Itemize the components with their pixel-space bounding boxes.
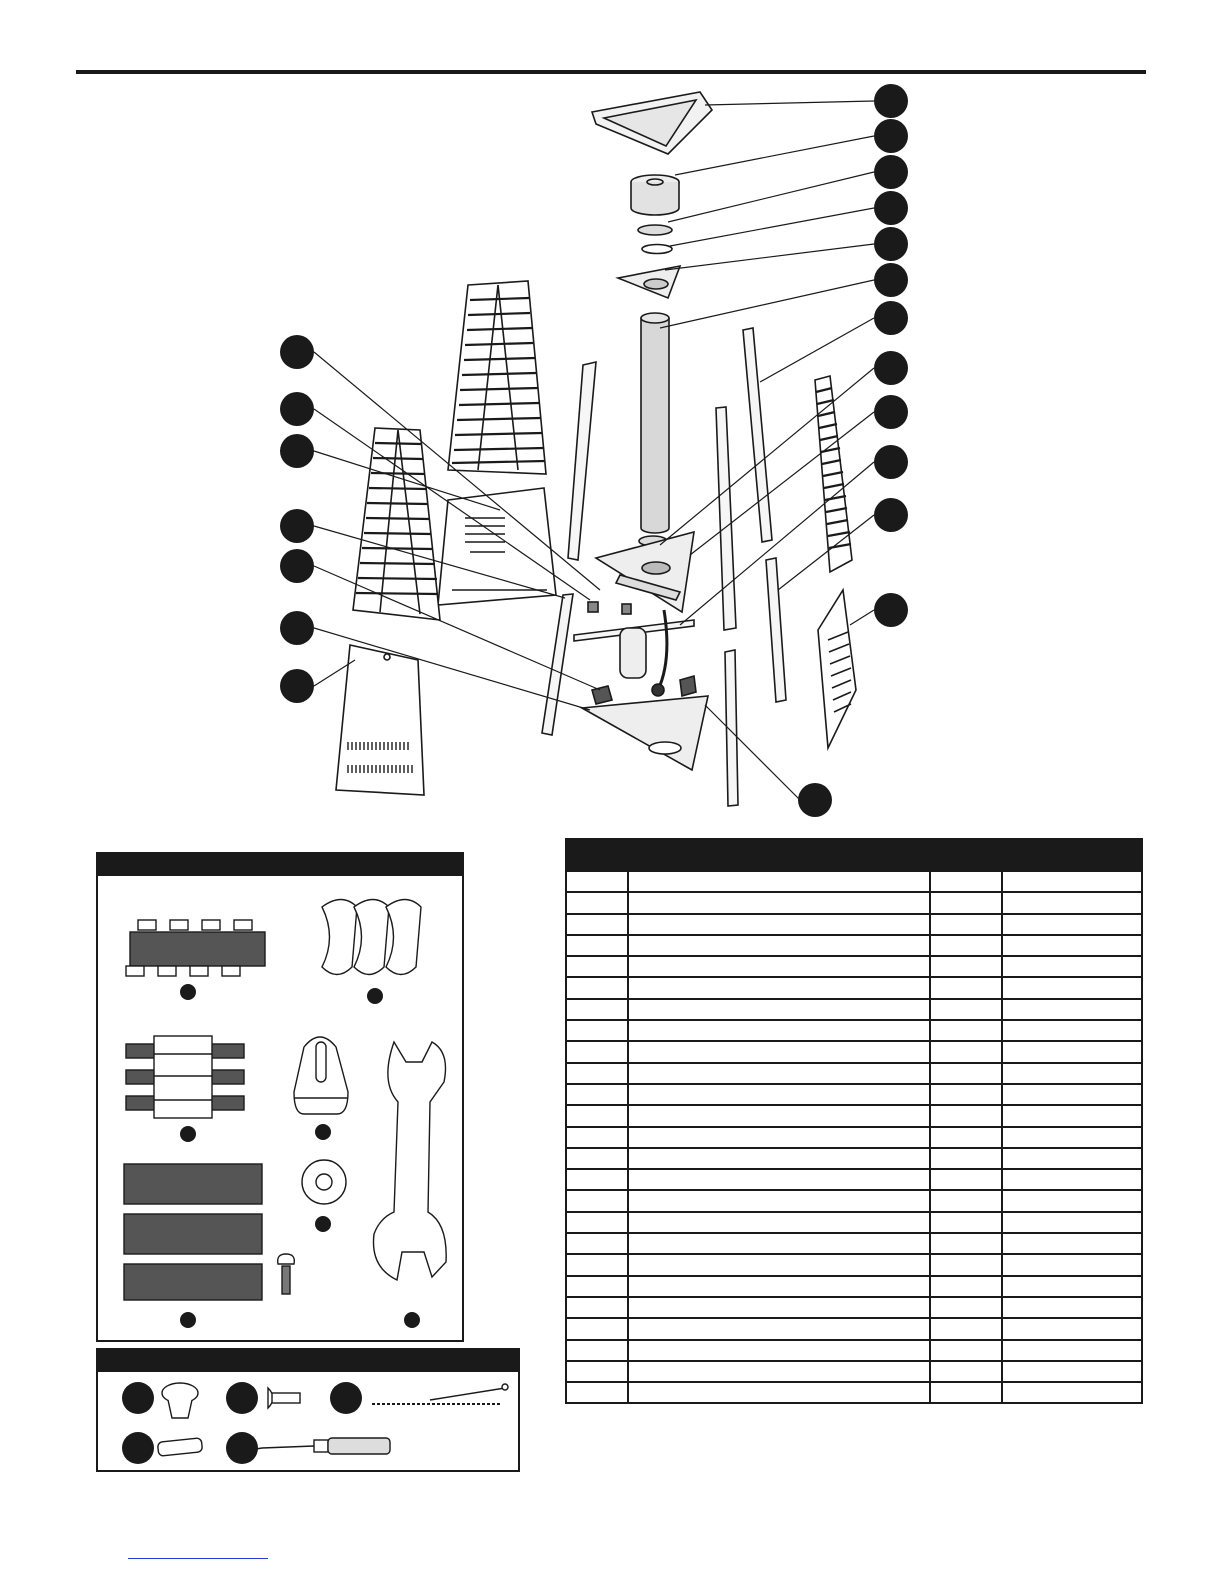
table-row [566, 977, 1142, 998]
table-cell [566, 914, 628, 935]
footer-link-underline[interactable] [128, 1558, 268, 1559]
table-cell [930, 935, 1002, 956]
table-cell [566, 1233, 628, 1254]
table-cell [628, 1233, 930, 1254]
hardware-box [96, 852, 464, 1342]
table-cell [930, 1276, 1002, 1297]
screwdriver-icon [256, 1438, 390, 1454]
table-cell [628, 1020, 930, 1041]
table-cell [930, 1382, 1002, 1403]
slotted-plate-icon [294, 1037, 348, 1114]
table-cell [1002, 935, 1142, 956]
table-cell [930, 999, 1002, 1020]
callout-circle [404, 1312, 420, 1328]
table-cell [566, 1148, 628, 1169]
callout-circle [226, 1382, 258, 1414]
callout-circle [315, 1216, 331, 1232]
table-row [566, 1361, 1142, 1382]
table-row [566, 914, 1142, 935]
table-cell [566, 956, 628, 977]
table-cell [930, 1340, 1002, 1361]
table-cell [628, 999, 930, 1020]
post-2 [542, 594, 573, 735]
parts-list-table [565, 838, 1143, 1404]
table-cell [628, 1169, 930, 1190]
table-cell [566, 999, 628, 1020]
callout-circle [315, 1124, 331, 1140]
table-cell [930, 1254, 1002, 1275]
table-body [566, 871, 1142, 1403]
table-row [566, 1254, 1142, 1275]
callout-circle [280, 335, 314, 369]
table-cell [628, 1212, 930, 1233]
table-cell [930, 1063, 1002, 1084]
callout-circle [367, 988, 383, 1004]
post-5 [725, 650, 738, 806]
callout-circle [180, 1312, 196, 1328]
table-cell [1002, 1169, 1142, 1190]
table-cell [1002, 892, 1142, 913]
sleeve-icon [157, 1438, 202, 1457]
table-cell [566, 1297, 628, 1318]
table-cell [1002, 1127, 1142, 1148]
table-row [566, 935, 1142, 956]
callout-circle [874, 395, 908, 429]
table-row [566, 1148, 1142, 1169]
rear-lower-panel [438, 488, 556, 605]
table-cell [628, 1190, 930, 1211]
table-header-row [566, 839, 1142, 871]
table-cell [628, 1127, 930, 1148]
table-cell [566, 1254, 628, 1275]
table-cell [628, 1254, 930, 1275]
table-row [566, 1190, 1142, 1211]
callout-circle [280, 549, 314, 583]
table-row [566, 1169, 1142, 1190]
table-cell [628, 1340, 930, 1361]
hardware-box-title-bar [98, 854, 462, 876]
chain-igniter-icon [372, 1384, 508, 1404]
table-cell [930, 914, 1002, 935]
front-left-screen [353, 428, 440, 620]
table-cell [1002, 1382, 1142, 1403]
callout-circle [874, 498, 908, 532]
table-cell [628, 1041, 930, 1062]
post-6 [766, 558, 786, 702]
table-row [566, 1212, 1142, 1233]
callout-circle [280, 392, 314, 426]
callout-circle [280, 611, 314, 645]
table-cell [1002, 1084, 1142, 1105]
table-cell [628, 1382, 930, 1403]
table-cell [566, 892, 628, 913]
table-cell [1002, 1190, 1142, 1211]
table-cell [930, 1148, 1002, 1169]
table-cell [628, 1276, 930, 1297]
table-cell [1002, 1212, 1142, 1233]
table-cell [566, 1169, 628, 1190]
table-cell [1002, 1254, 1142, 1275]
table-cell [930, 1297, 1002, 1318]
callout-circle [122, 1432, 154, 1464]
table-cell [930, 977, 1002, 998]
table-header [566, 839, 1142, 871]
header-rule [76, 70, 1146, 74]
post-1 [568, 362, 596, 560]
table-cell [566, 871, 628, 892]
table-cell [628, 1361, 930, 1382]
callout-circle [330, 1382, 362, 1414]
table-cell [628, 1297, 930, 1318]
table-cell [566, 1276, 628, 1297]
table-cell [566, 1084, 628, 1105]
callout-circle [226, 1432, 258, 1464]
exploded-assembly-diagram [0, 80, 1224, 840]
preinstalled-box [96, 1348, 520, 1472]
table-cell [1002, 1020, 1142, 1041]
table-row [566, 892, 1142, 913]
callout-circle [874, 593, 908, 627]
table-cell [628, 914, 930, 935]
table-row [566, 1276, 1142, 1297]
callout-circle [280, 434, 314, 468]
table-cell [930, 1233, 1002, 1254]
ring-2 [642, 245, 672, 254]
table-cell [930, 1041, 1002, 1062]
table-row [566, 999, 1142, 1020]
curved-bracket-icon [322, 900, 421, 975]
table-cell [1002, 977, 1142, 998]
washer-icon [302, 1160, 346, 1204]
callout-circle [180, 1126, 196, 1142]
callout-circle [180, 984, 196, 1000]
glass-tube [641, 318, 669, 533]
table-cell [1002, 1297, 1142, 1318]
table-cell [1002, 1105, 1142, 1126]
callout-circle [874, 445, 908, 479]
table-cell [566, 1063, 628, 1084]
table-cell [628, 1105, 930, 1126]
table-cell [566, 1318, 628, 1339]
table-cell [1002, 1041, 1142, 1062]
table-row [566, 1127, 1142, 1148]
table-cell [566, 1212, 628, 1233]
table-row [566, 1020, 1142, 1041]
post-3 [716, 407, 736, 630]
knob-icon [162, 1383, 198, 1418]
table-cell [1002, 956, 1142, 977]
table-row [566, 1041, 1142, 1062]
table-cell [1002, 1276, 1142, 1297]
table-cell [1002, 1233, 1142, 1254]
table-cell [930, 1127, 1002, 1148]
table-cell [1002, 1361, 1142, 1382]
callout-circle [874, 301, 908, 335]
table-cell [930, 1020, 1002, 1041]
table-cell [1002, 999, 1142, 1020]
table-cell [628, 871, 930, 892]
screw-set-icon [124, 1164, 294, 1300]
threaded-rod-icon [126, 1036, 244, 1118]
table-cell [628, 892, 930, 913]
callout-circle [874, 227, 908, 261]
table-cell [930, 1084, 1002, 1105]
table-cell [1002, 1318, 1142, 1339]
callout-circle [874, 351, 908, 385]
table-cell [930, 1190, 1002, 1211]
table-cell [1002, 1340, 1142, 1361]
base-tray [582, 696, 708, 770]
table-row [566, 1063, 1142, 1084]
table-cell [628, 1063, 930, 1084]
bolt-nut-set-icon [126, 920, 265, 976]
table-cell [930, 1169, 1002, 1190]
table-cell [930, 892, 1002, 913]
table-cell [930, 1361, 1002, 1382]
table-cell [628, 1084, 930, 1105]
preinstalled-box-title-bar [98, 1350, 518, 1372]
table-cell [628, 956, 930, 977]
table-cell [566, 1190, 628, 1211]
table-cell [930, 1212, 1002, 1233]
table-row [566, 1105, 1142, 1126]
table-cell [1002, 871, 1142, 892]
table-cell [566, 1041, 628, 1062]
table-cell [628, 1318, 930, 1339]
table-cell [566, 1361, 628, 1382]
table-cell [566, 935, 628, 956]
callout-circle [874, 191, 908, 225]
table-row [566, 1318, 1142, 1339]
table-cell [566, 1382, 628, 1403]
screw-icon [268, 1388, 300, 1408]
table-cell [628, 1148, 930, 1169]
callout-circle [874, 155, 908, 189]
table-row [566, 871, 1142, 892]
table-row [566, 1233, 1142, 1254]
callout-circle [280, 509, 314, 543]
table-cell [930, 1318, 1002, 1339]
table-row [566, 956, 1142, 977]
table-cell [628, 935, 930, 956]
table-row [566, 1382, 1142, 1403]
table-cell [566, 1127, 628, 1148]
table-cell [566, 977, 628, 998]
callout-circle [874, 119, 908, 153]
callout-circle [280, 669, 314, 703]
table-cell [930, 1105, 1002, 1126]
table-cell [1002, 1063, 1142, 1084]
table-cell [1002, 914, 1142, 935]
callout-circle [122, 1382, 154, 1414]
wrench-icon [373, 1042, 446, 1280]
table-cell [628, 977, 930, 998]
callout-circle [874, 263, 908, 297]
table-cell [930, 871, 1002, 892]
table-cell [930, 956, 1002, 977]
table-row [566, 1084, 1142, 1105]
table-cell [1002, 1148, 1142, 1169]
table-cell [566, 1020, 628, 1041]
gas-hose [658, 610, 667, 690]
table-cell [566, 1105, 628, 1126]
table-row [566, 1340, 1142, 1361]
callout-circle [798, 783, 832, 817]
table-row [566, 1297, 1142, 1318]
rear-screen [448, 281, 546, 474]
callout-circle [874, 84, 908, 118]
ring-1 [638, 225, 672, 235]
table-cell [566, 1340, 628, 1361]
